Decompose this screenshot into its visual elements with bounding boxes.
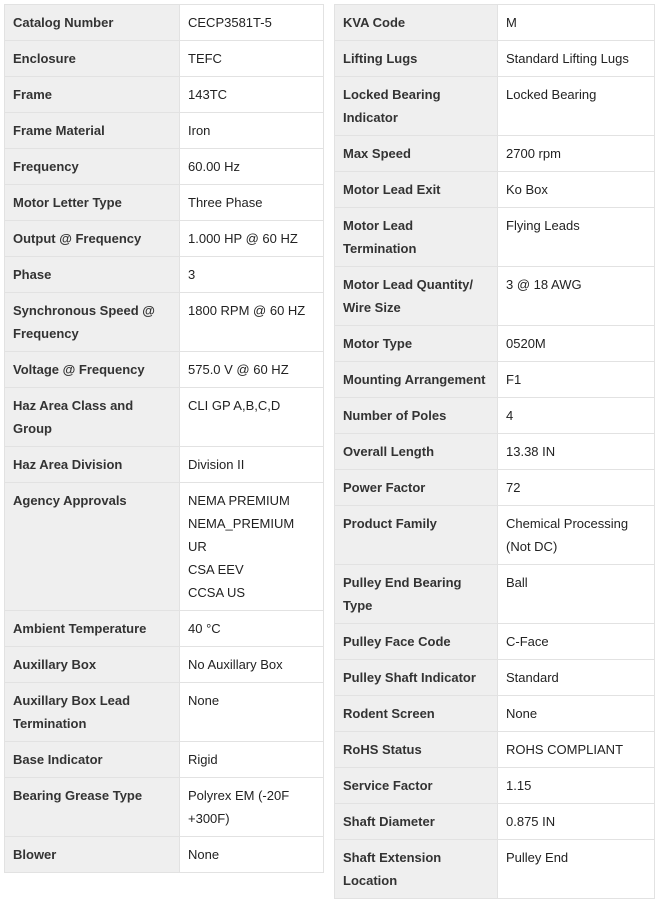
- spec-row-frequency: [4, 149, 324, 185]
- spec-value: [497, 398, 655, 433]
- spec-label: Frame: [4, 77, 179, 112]
- spec-value: [497, 136, 655, 171]
- spec-label: Overall Length: [334, 434, 497, 469]
- spec-value: [179, 185, 324, 220]
- spec-label: Locked Bearing Indicator: [334, 77, 497, 135]
- spec-row-shaft-extension-location: [334, 840, 655, 899]
- spec-label: Synchronous Speed @ Frequency: [4, 293, 179, 351]
- spec-row-motor-type: [334, 326, 655, 362]
- spec-label: Product Family: [334, 506, 497, 564]
- spec-value: [179, 611, 324, 646]
- spec-value: [497, 5, 655, 40]
- spec-label: Haz Area Division: [4, 447, 179, 482]
- spec-value: [497, 804, 655, 839]
- spec-label: Mounting Arrangement: [334, 362, 497, 397]
- spec-value: [179, 113, 324, 148]
- spec-value-line: Polyrex EM (-20F +300F): [188, 788, 290, 826]
- spec-value-line: None: [506, 706, 538, 721]
- spec-row-motor-letter-type: [4, 185, 324, 221]
- spec-label: Blower: [4, 837, 179, 872]
- spec-value: [497, 267, 655, 325]
- spec-value-line: 60.00 Hz: [188, 159, 241, 174]
- spec-label: Pulley Shaft Indicator: [334, 660, 497, 695]
- spec-value: [497, 77, 655, 135]
- spec-value-line: Pulley End: [506, 850, 569, 865]
- spec-row-motor-lead-termination: [334, 208, 655, 267]
- spec-label: Shaft Extension Location: [334, 840, 497, 898]
- spec-label: Number of Poles: [334, 398, 497, 433]
- spec-row-power-factor: [334, 470, 655, 506]
- spec-value: [497, 208, 655, 266]
- spec-label: Phase: [4, 257, 179, 292]
- spec-value: [497, 624, 655, 659]
- spec-value-line: CECP3581T-5: [188, 15, 272, 30]
- spec-row-phase: [4, 257, 324, 293]
- spec-row-lifting-lugs: [334, 41, 655, 77]
- spec-label: Haz Area Class and Group: [4, 388, 179, 446]
- spec-value: [497, 506, 655, 564]
- spec-row-output-frequency: [4, 221, 324, 257]
- spec-value-line: Locked Bearing: [506, 87, 597, 102]
- spec-row-agency-approvals: [4, 483, 324, 611]
- spec-value-line: CSA EEV: [188, 562, 244, 577]
- spec-row-pulley-end-bearing-type: [334, 565, 655, 624]
- spec-value-line: 3 @ 18 AWG: [506, 277, 582, 292]
- spec-label: KVA Code: [334, 5, 497, 40]
- spec-value: [179, 742, 324, 777]
- spec-value-line: 72: [506, 480, 521, 495]
- spec-value: [497, 732, 655, 767]
- spec-value: [179, 778, 324, 836]
- spec-label: Max Speed: [334, 136, 497, 171]
- spec-value: [497, 362, 655, 397]
- spec-label: Bearing Grease Type: [4, 778, 179, 836]
- spec-row-synchronous-speed-frequency: [4, 293, 324, 352]
- spec-label: Frame Material: [4, 113, 179, 148]
- spec-label: Motor Letter Type: [4, 185, 179, 220]
- spec-row-pulley-face-code: [334, 624, 655, 660]
- spec-value-line: 0520M: [506, 336, 546, 351]
- spec-value-line: ROHS COMPLIANT: [506, 742, 624, 757]
- spec-label: Service Factor: [334, 768, 497, 803]
- spec-value: [179, 41, 324, 76]
- spec-label: Output @ Frequency: [4, 221, 179, 256]
- spec-value-line: Ko Box: [506, 182, 548, 197]
- spec-label: Agency Approvals: [4, 483, 179, 610]
- spec-value: [179, 293, 324, 351]
- spec-row-product-family: [334, 506, 655, 565]
- spec-value: [497, 768, 655, 803]
- specs-table-right: [334, 4, 655, 899]
- spec-value-line: NEMA_PREMIUM: [188, 516, 295, 531]
- spec-value: [497, 434, 655, 469]
- spec-value-line: 143TC: [188, 87, 228, 102]
- spec-value: [497, 565, 655, 623]
- spec-row-rohs-status: [334, 732, 655, 768]
- spec-value-line: Iron: [188, 123, 211, 138]
- spec-value: [179, 221, 324, 256]
- spec-value-line: 2700 rpm: [506, 146, 561, 161]
- spec-label: Power Factor: [334, 470, 497, 505]
- spec-value: [179, 683, 324, 741]
- spec-row-blower: [4, 837, 324, 873]
- spec-value: [497, 840, 655, 898]
- spec-value: [179, 149, 324, 184]
- spec-value-line: 1800 RPM @ 60 HZ: [188, 303, 306, 318]
- spec-row-frame: [4, 77, 324, 113]
- spec-row-service-factor: [334, 768, 655, 804]
- spec-row-max-speed: [334, 136, 655, 172]
- spec-label: Motor Lead Quantity/ Wire Size: [334, 267, 497, 325]
- spec-row-rodent-screen: [334, 696, 655, 732]
- spec-value-line: 4: [506, 408, 514, 423]
- spec-value: [179, 77, 324, 112]
- spec-row-haz-area-division: [4, 447, 324, 483]
- spec-label: Motor Lead Exit: [334, 172, 497, 207]
- spec-label: Rodent Screen: [334, 696, 497, 731]
- spec-label: Auxillary Box Lead Termination: [4, 683, 179, 741]
- spec-value-line: 40 °C: [188, 621, 221, 636]
- spec-label: Voltage @ Frequency: [4, 352, 179, 387]
- spec-row-locked-bearing-indicator: [334, 77, 655, 136]
- spec-value-line: Division II: [188, 457, 245, 472]
- spec-row-motor-lead-exit: [334, 172, 655, 208]
- spec-value-line: Three Phase: [188, 195, 263, 210]
- spec-value: [497, 470, 655, 505]
- spec-label: Enclosure: [4, 41, 179, 76]
- spec-value: [497, 41, 655, 76]
- spec-label: Auxillary Box: [4, 647, 179, 682]
- spec-row-kva-code: [334, 4, 655, 41]
- spec-value: [179, 388, 324, 446]
- spec-value-line: UR: [188, 539, 207, 554]
- spec-row-base-indicator: [4, 742, 324, 778]
- spec-value-line: 0.875 IN: [506, 814, 556, 829]
- spec-label: Ambient Temperature: [4, 611, 179, 646]
- spec-value: [497, 696, 655, 731]
- spec-value-line: None: [188, 847, 220, 862]
- spec-value-line: CCSA US: [188, 585, 246, 600]
- spec-row-pulley-shaft-indicator: [334, 660, 655, 696]
- spec-label: Catalog Number: [4, 5, 179, 40]
- spec-value-line: 575.0 V @ 60 HZ: [188, 362, 289, 377]
- spec-label: Base Indicator: [4, 742, 179, 777]
- spec-label: Shaft Diameter: [334, 804, 497, 839]
- spec-value: [179, 647, 324, 682]
- spec-label: Pulley End Bearing Type: [334, 565, 497, 623]
- spec-value: [179, 5, 324, 40]
- spec-row-catalog-number: [4, 4, 324, 41]
- spec-row-motor-lead-quantity-wire-size: [334, 267, 655, 326]
- spec-value: [179, 352, 324, 387]
- spec-row-enclosure: [4, 41, 324, 77]
- spec-value-line: Ball: [506, 575, 528, 590]
- spec-label: RoHS Status: [334, 732, 497, 767]
- spec-label: Lifting Lugs: [334, 41, 497, 76]
- spec-row-mounting-arrangement: [334, 362, 655, 398]
- spec-value-line: Flying Leads: [506, 218, 580, 233]
- spec-value: [497, 326, 655, 361]
- spec-value-line: Standard: [506, 670, 559, 685]
- spec-value: [497, 172, 655, 207]
- spec-value: [179, 257, 324, 292]
- spec-value-line: TEFC: [188, 51, 222, 66]
- spec-value-line: 3: [188, 267, 196, 282]
- spec-value-line: 13.38 IN: [506, 444, 556, 459]
- spec-row-overall-length: [334, 434, 655, 470]
- spec-value: [179, 447, 324, 482]
- spec-value-line: C-Face: [506, 634, 549, 649]
- spec-value-line: 1.15: [506, 778, 532, 793]
- spec-row-ambient-temperature: [4, 611, 324, 647]
- spec-row-shaft-diameter: [334, 804, 655, 840]
- spec-value-line: Rigid: [188, 752, 218, 767]
- spec-value: [179, 837, 324, 872]
- spec-row-bearing-grease-type: [4, 778, 324, 837]
- spec-value-line: F1: [506, 372, 522, 387]
- spec-value-line: Standard Lifting Lugs: [506, 51, 629, 66]
- spec-row-auxillary-box: [4, 647, 324, 683]
- spec-value-line: CLI GP A,B,C,D: [188, 398, 281, 413]
- spec-value-line: M: [506, 15, 517, 30]
- spec-value-line: NEMA PREMIUM: [188, 493, 290, 508]
- spec-row-voltage-frequency: [4, 352, 324, 388]
- spec-value-line: Chemical Processing (Not DC): [506, 516, 629, 554]
- spec-value-line: 1.000 HP @ 60 HZ: [188, 231, 298, 246]
- spec-label: Motor Type: [334, 326, 497, 361]
- specs-table-left: [4, 4, 324, 873]
- spec-row-auxillary-box-lead-termination: [4, 683, 324, 742]
- spec-label: Motor Lead Termination: [334, 208, 497, 266]
- spec-row-number-of-poles: [334, 398, 655, 434]
- spec-value: [497, 660, 655, 695]
- spec-value-line: None: [188, 693, 220, 708]
- spec-row-frame-material: [4, 113, 324, 149]
- spec-value: [179, 483, 324, 610]
- spec-label: Pulley Face Code: [334, 624, 497, 659]
- spec-value-line: No Auxillary Box: [188, 657, 283, 672]
- spec-row-haz-area-class-and-group: [4, 388, 324, 447]
- spec-label: Frequency: [4, 149, 179, 184]
